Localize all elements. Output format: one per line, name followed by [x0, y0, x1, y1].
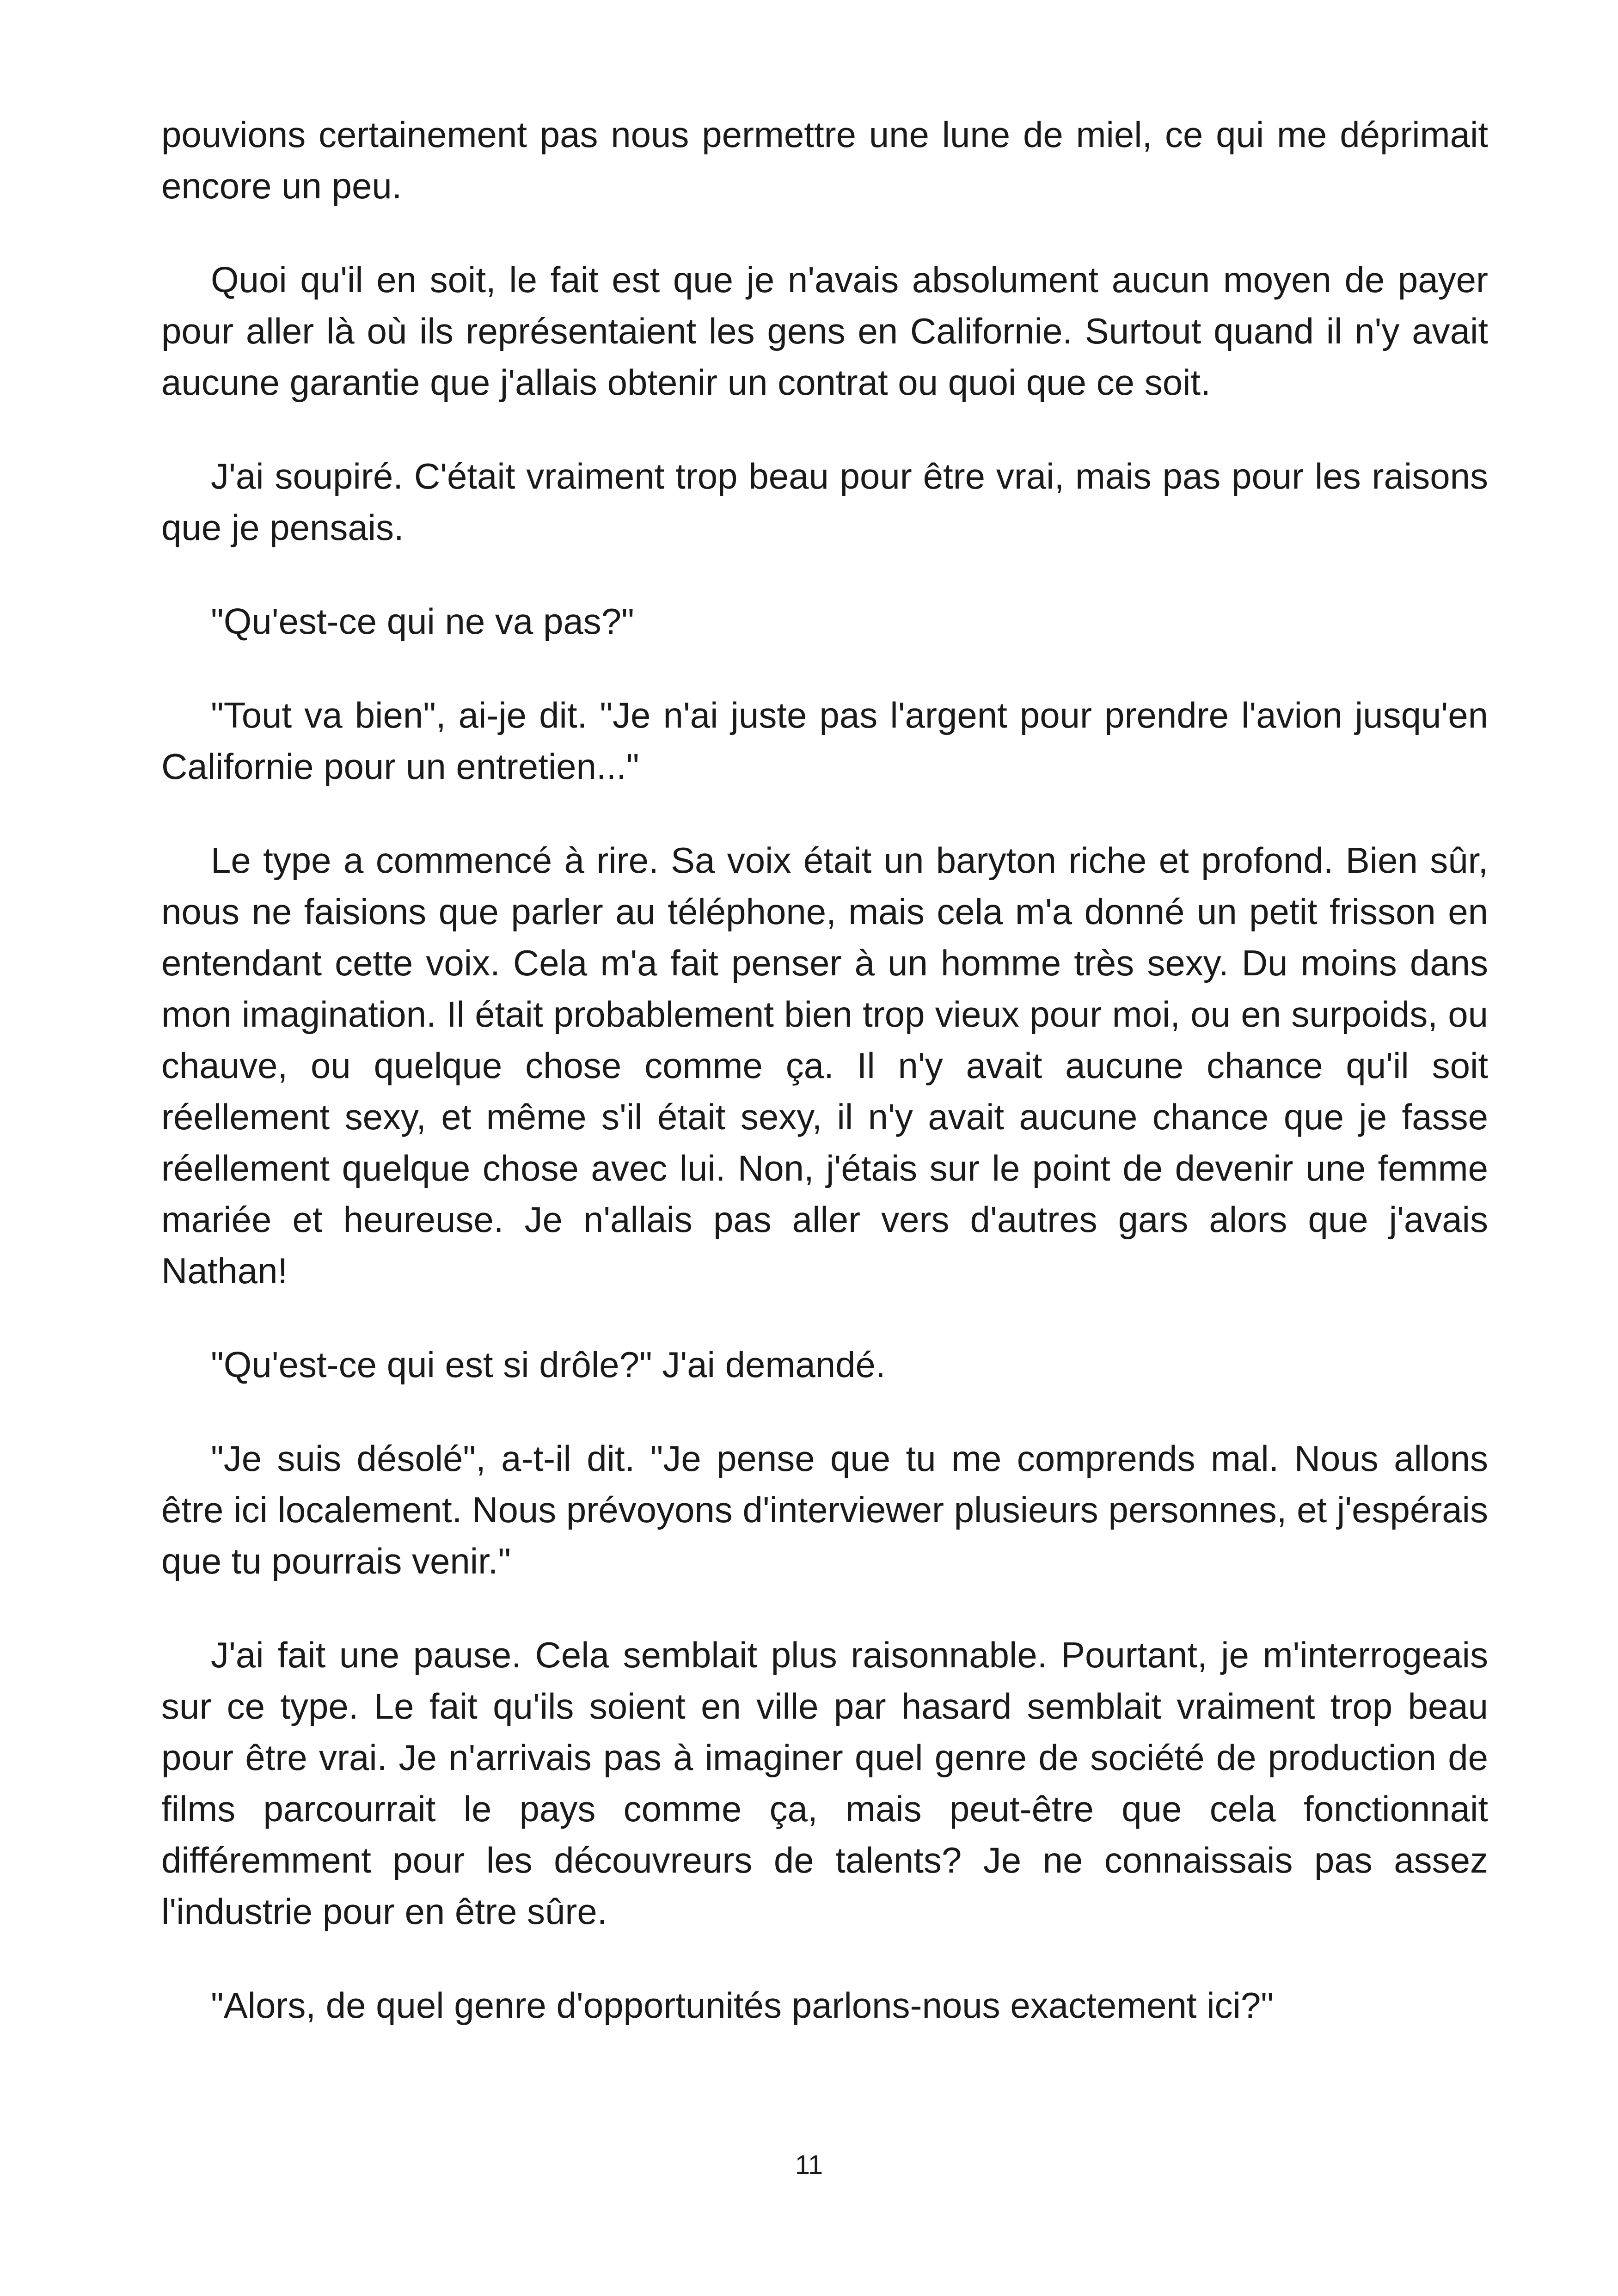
body-text: [161, 109, 1488, 2074]
dialogue-line: "Tout va bien", ai-je dit. "Je n'ai juste pas l'argent pour prendre l'avion jusqu'en Californie pour un entretien...": [161, 695, 1488, 787]
dialogue-line: "Qu'est-ce qui ne va pas?": [211, 601, 634, 642]
paragraph: Le type a commencé à rire. Sa voix était un baryton riche et profond. Bien sûr, nous ne faisions que parler au téléphone, mais cela m'a donné un petit frisson en entendant cette voix. Cela m'a fait penser à un homme très sexy. Du moins dans mon imagination. Il était probablement bien trop vieux pour moi, ou en surpoids, ou chauve, ou quelque chose comme ça. Il n'y avait aucune chance qu'il soit réellement sexy, et même s'il était sexy, il n'y avait aucune chance que je fasse réellement quelque chose avec lui. Non, j'étais sur le point de devenir une femme mariée et heureuse. Je n'allais pas aller vers d'autres gars alors que j'avais Nathan!: [161, 840, 1488, 1291]
paragraph-continuation: pouvions certainement pas nous permettre une lune de miel, ce qui me déprimait encore un peu.: [161, 114, 1488, 206]
dialogue-line: "Je suis désolé", a-t-il dit. "Je pense que tu me comprends mal. Nous allons être ici localement. Nous prévoyons d'interviewer plusieurs personnes, et j'espérais que tu pourrais venir.": [161, 1438, 1488, 1581]
dialogue-line: "Alors, de quel genre d'opportunités parlons-nous exactement ici?": [211, 1985, 1274, 2026]
page-number: 11: [795, 2150, 823, 2180]
paragraph: J'ai soupiré. C'était vraiment trop beau pour être vrai, mais pas pour les raisons que je pensais.: [161, 456, 1488, 548]
paragraph: J'ai fait une pause. Cela semblait plus raisonnable. Pourtant, je m'interrogeais sur ce type. Le fait qu'ils soient en ville par hasard semblait vraiment trop beau pour être vrai. Je n'arrivais pas à imaginer quel genre de société de production de films parcourrait le pays comme ça, mais peut-être que cela fonctionnait différemment pour les découvreurs de talents? Je ne connaissais pas assez l'industrie pour en être sûre.: [161, 1635, 1488, 1932]
paragraph: Quoi qu'il en soit, le fait est que je n'avais absolument aucun moyen de payer pour aller là où ils représentaient les gens en Californie. Surtout quand il n'y avait aucune garantie que j'allais obtenir un contrat ou quoi que ce soit.: [161, 259, 1488, 403]
dialogue-line: "Qu'est-ce qui est si drôle?" J'ai demandé.: [211, 1344, 886, 1385]
